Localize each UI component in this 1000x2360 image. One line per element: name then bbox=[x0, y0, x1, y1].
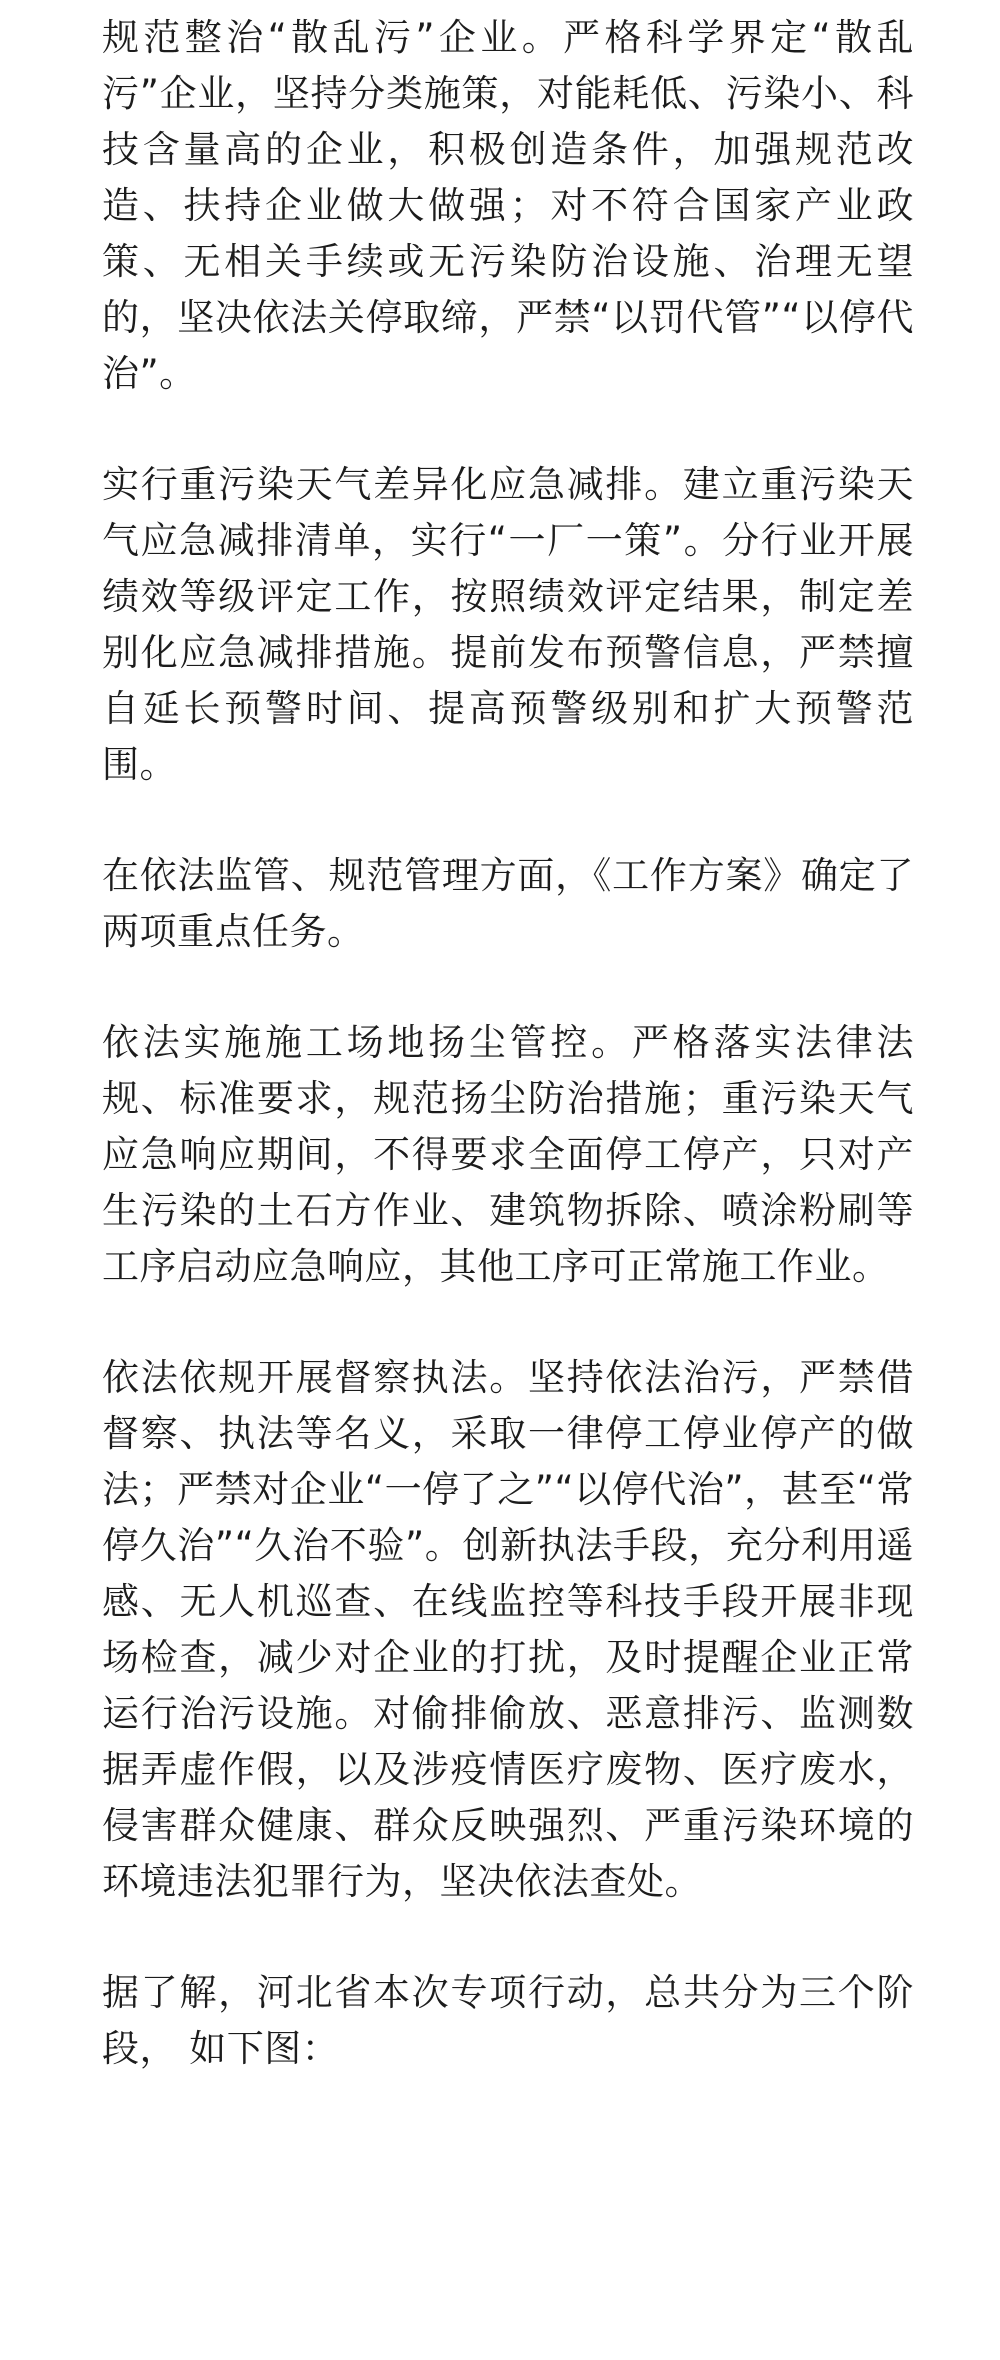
paragraph-regulation-overview: 在依法监管、规范管理方面，《工作方案》确定了两项重点任务。 bbox=[102, 854, 914, 953]
paragraph-inspection-enforcement: 依法依规开展督察执法。坚持依法治污，严禁借督察、执法等名义，采取一律停工停业停产的做法；严禁对企业“一停了之”“以停代治”，甚至“常停久治”“久治不验”。创新执法手段，充分利用遥感、无人机巡查、在线监控等科技手段开展非现场检查，减少对企业的打扰，及时提醒企业正常运行治污设施。对偷排偷放、恶意排污、监测数据弄虚作假，以及涉疫情医疗废物、医疗废水，侵害群众健康、群众反映强烈、严重污染环境的环境违法犯罪行为，坚决依法查处。 bbox=[102, 1356, 914, 1903]
article-body bbox=[102, 10, 914, 2132]
paragraph-emergency-emission-reduction: 实行重污染天气差异化应急减排。建立重污染天气应急减排清单，实行“一厂一策”。分行业开展绩效等级评定工作，按照绩效评定结果，制定差别化应急减排措施。提前发布预警信息，严禁擅自延长预警时间、提高预警级别和扩大预警范围。 bbox=[102, 463, 914, 786]
paragraph-scattered-polluting-enterprises: 规范整治“散乱污”企业。严格科学界定“散乱污”企业，坚持分类施策，对能耗低、污染小、科技含量高的企业，积极创造条件，加强规范改造、扶持企业做大做强；对不符合国家产业政策、无相关手续或无污染防治设施、治理无望的，坚决依法关停取缔，严禁“以罚代管”“以停代治”。 bbox=[102, 16, 914, 395]
paragraph-dust-control: 依法实施施工场地扬尘管控。严格落实法律法规、标准要求，规范扬尘防治措施；重污染天气应急响应期间，不得要求全面停工停产，只对产生污染的土石方作业、建筑物拆除、喷涂粉刷等工序启动应急响应，其他工序可正常施工作业。 bbox=[102, 1021, 914, 1288]
paragraph-three-stages-intro: 据了解，河北省本次专项行动，总共分为三个阶段， 如下图： bbox=[102, 1971, 914, 2070]
